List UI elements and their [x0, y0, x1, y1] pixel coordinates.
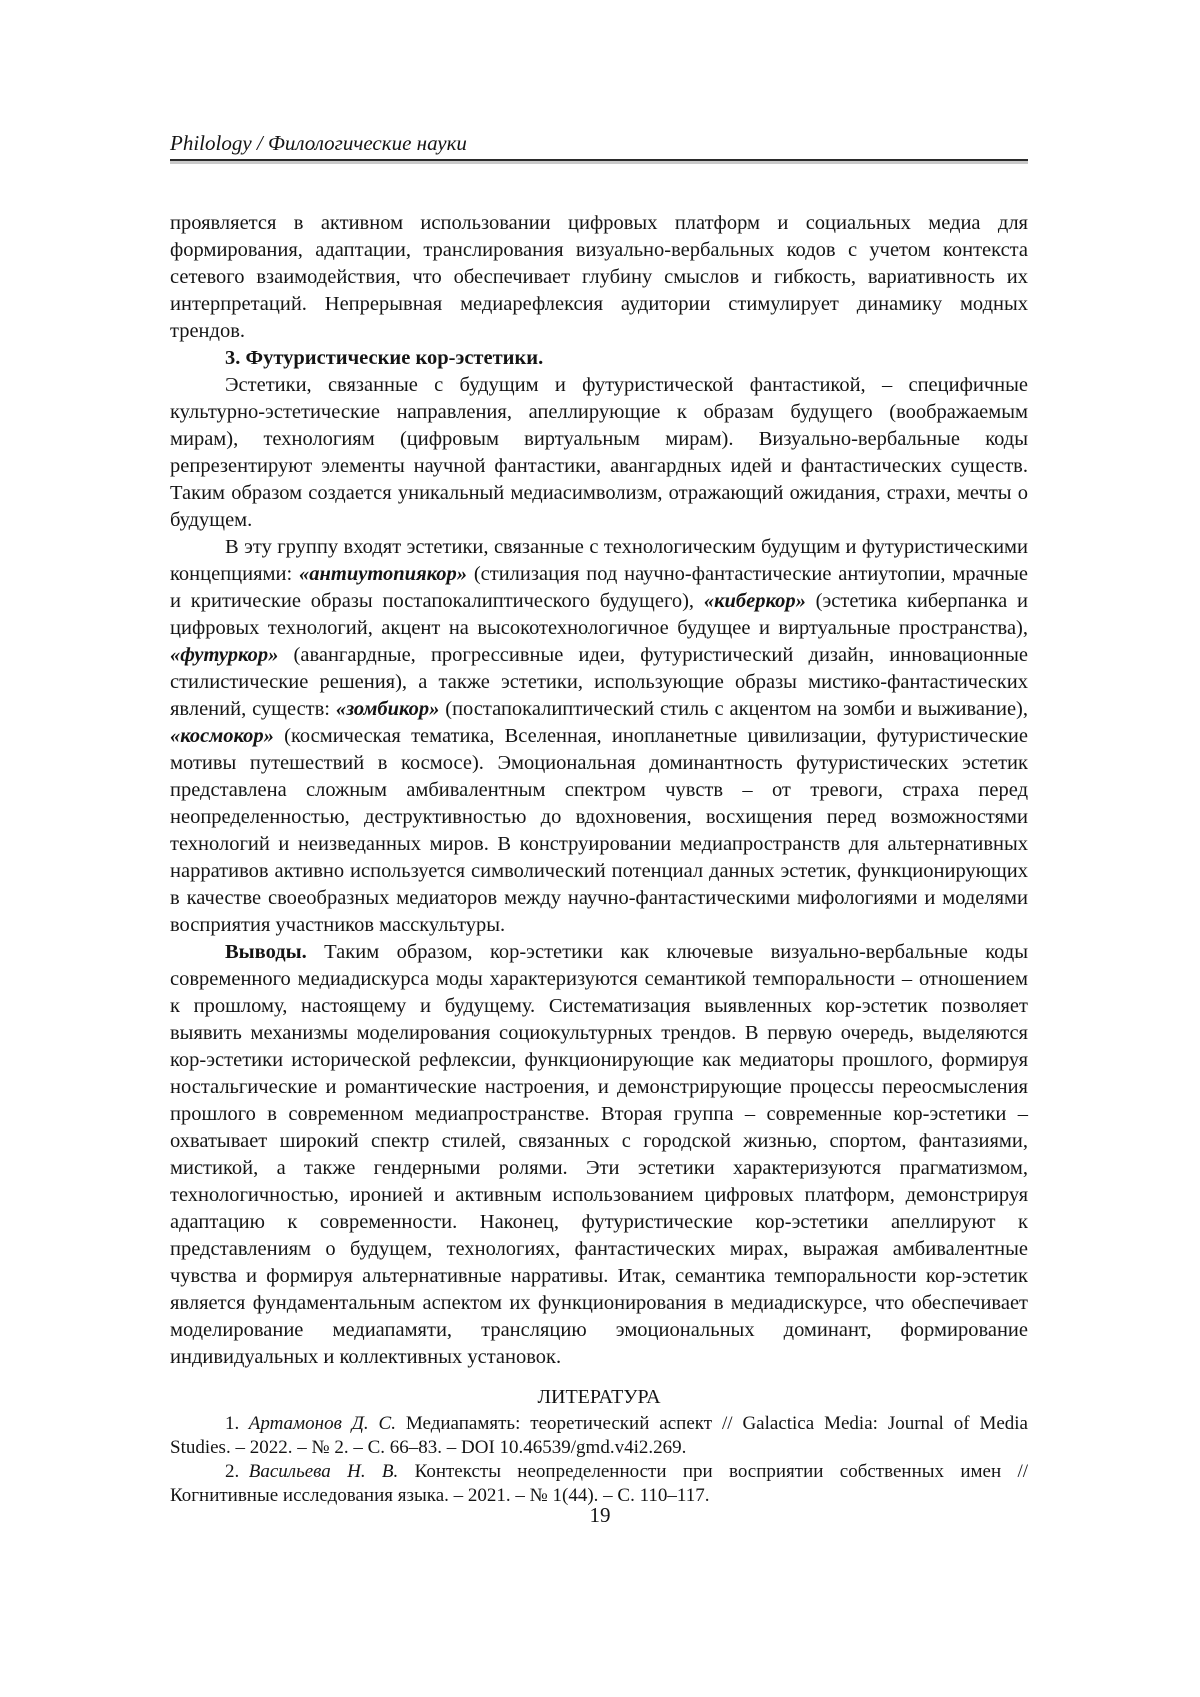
text-run: «зомбикор» — [335, 698, 440, 720]
paragraph-continuation — [170, 210, 1028, 345]
text-run: Васильева Н. В. — [248, 1461, 399, 1482]
running-head: Philology / Филологические науки — [170, 130, 1028, 161]
text-run: (космическая тематика, Вселенная, инопланетные цивилизации, футуристические мотивы путешествий в космосе). Эмоциональная доминантность футуристических эстетик представлена сложным амбивалентным спектром чувств – от тревоги, страха перед неопределенностью, деструктивностью до вдохновения, восхищения перед возможностями технологий и неизведанных миров. В конструировании медиапространств для альтернативных нарративов активно используется символический потенциал данных эстетик, функционирующих в качестве своеобразных медиаторов между научно-фантастическими мифологиями и моделями восприятия участников масскультуры. — [170, 725, 1028, 936]
text-run: 3. Футуристические кор-эстетики. — [225, 347, 544, 369]
text-run: 2. — [225, 1461, 249, 1482]
reference-item — [170, 1412, 1028, 1460]
reference-list — [170, 1412, 1028, 1508]
text-run: Таким образом, кор-эстетики как ключевые визуально-вербальные коды современного медиадискурса моды характеризуются семантикой темпоральности – отношением к прошлому, настоящему и будущему. Систематизация выявленных кор-эстетик позволяет выявить механизмы моделирования социокультурных трендов. В первую очередь, выделяются кор-эстетики исторической рефлексии, функционирующие как медиаторы прошлого, формируя ностальгические и романтические настроения, и демонстрирующие процессы переосмысления прошлого в современном медиапространстве. Вторая группа – современные кор-эстетики – охватывает широкий спектр стилей, связанных с городской жизнью, спортом, фантазиями, мистикой, а также гендерными ролями. Эти эстетики характеризуются прагматизмом, технологичностью, иронией и активным использованием цифровых платформ, демонстрируя адаптацию к современности. Наконец, футуристические кор-эстетики апеллируют к представлениям о будущем, технологиях, фантастических мирах, выражая амбивалентные чувства и формируя альтернативные нарративы. Итак, семантика темпоральности кор-эстетик является фундаментальным аспектом их функционирования в медиадискурсе, что обеспечивает моделирование медиапамяти, трансляцию эмоциональных доминант, формирование индивидуальных и коллективных установок. — [170, 941, 1028, 1368]
text-run: Выводы. — [225, 941, 307, 963]
text-run: В эту группу входят эстетики, связанные с технологическим будущим и футуристическими концепциями: — [170, 536, 1028, 585]
text-run: «киберкор» — [703, 590, 806, 612]
text-run: «космокор» — [170, 725, 274, 747]
text-run: (постапокалиптический стиль с акцентом на зомби и выживание), — [439, 698, 1028, 720]
paragraph-conclusions — [170, 939, 1028, 1371]
paragraph — [170, 534, 1028, 939]
page-content — [170, 130, 1028, 1508]
page-number: 19 — [589, 1503, 611, 1527]
reference-item — [170, 1460, 1028, 1508]
text-run: «футуркор» — [170, 644, 279, 666]
text-run: Контексты неопределенности при восприятии собственных имен // Когнитивные исследования языка. – 2021. – № 1(44). – С. 110–117. — [170, 1461, 1028, 1506]
text-run: (стилизация под научно-фантастические антиутопии, мрачные и критические образы постапокалиптического будущего), — [170, 563, 1028, 612]
text-run: Медиапамять: теоретический аспект // Galactica Media: Journal of Media Studies. – 2022. – № 2. – С. 66–83. – DOI 10.46539/gmd.v4i2.269. — [170, 1413, 1028, 1458]
literature-section — [170, 1384, 1028, 1508]
literature-heading: ЛИТЕРАТУРА — [537, 1386, 661, 1408]
text-run: Артамонов Д. С. — [248, 1413, 396, 1434]
text-run: Эстетики, связанные с будущим и футуристической фантастикой, – специфичные культурно-эстетические направления, апеллирующие к образам будущего (воображаемым мирам), технологиям (цифровым виртуальным мирам). Визуально-вербальные коды репрезентируют элементы научной фантастики, авангардных идей и фантастических существ. Таким образом создается уникальный медиасимволизм, отражающий ожидания, страхи, мечты о будущем. — [170, 374, 1028, 531]
text-run: «антиутопиякор» — [299, 563, 467, 585]
text-run: (авангардные, прогрессивные идеи, футуристический дизайн, инновационные стилистические решения), а также эстетики, использующие образы мистико-фантастических явлений, существ: — [170, 644, 1028, 720]
text-run: проявляется в активном использовании цифровых платформ и социальных медиа для формирования, адаптации, транслирования визуально-вербальных кодов с учетом контекста сетевого взаимодействия, что обеспечивает глубину смыслов и гибкость, вариативность их интерпретаций. Непрерывная медиарефлексия аудитории стимулирует динамику модных трендов. — [170, 212, 1028, 342]
paragraph — [170, 372, 1028, 534]
text-run: (эстетика киберпанка и цифровых технологий, акцент на высокотехнологичное будущее и виртуальные пространства), — [170, 590, 1028, 639]
section-heading — [170, 345, 1028, 372]
article-body — [170, 210, 1028, 1371]
text-run: 1. — [225, 1413, 249, 1434]
